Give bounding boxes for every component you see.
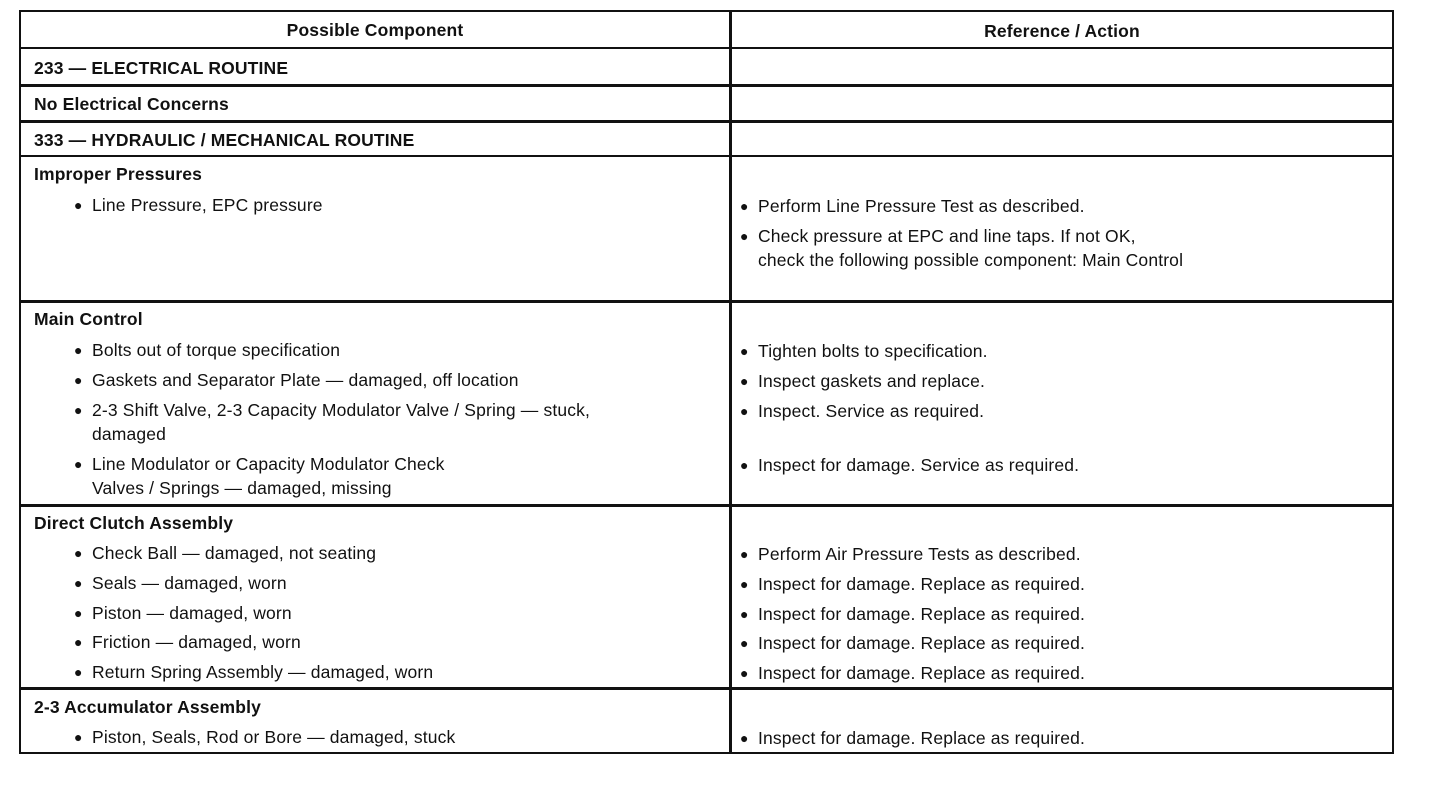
diagnosis-table [19,10,1394,754]
component-item: ● Piston — damaged, worn [74,602,292,625]
action-item: ● Inspect for damage. Replace as required. [740,662,1085,685]
header-component: Possible Component [286,20,464,40]
component-item: ● Gaskets and Separator Plate — damaged, off location [74,369,519,392]
row-divider [21,84,1392,87]
action-item: ● Inspect for damage. Service as required. [740,454,1079,477]
action-item: ● Inspect for damage. Replace as required. [740,632,1085,655]
row-divider [21,120,1392,123]
column-divider [729,12,732,752]
component-item-continued: damaged [92,424,167,444]
component-item: ● Friction — damaged, worn [74,631,301,654]
no-electrical-concerns: No Electrical Concerns [34,94,229,114]
component-item: ● Piston, Seals, Rod or Bore — damaged, stuck [74,726,455,749]
accumulator-title: 2-3 Accumulator Assembly [34,697,261,717]
component-item-continued: Valves / Springs — damaged, missing [92,478,392,498]
row-divider [21,300,1392,303]
hydraulic-routine: 333 — HYDRAULIC / MECHANICAL ROUTINE [34,130,415,150]
component-item: ● 2-3 Shift Valve, 2-3 Capacity Modulator Valve / Spring — stuck, [74,399,590,422]
component-item: ● Return Spring Assembly — damaged, worn [74,661,433,684]
row-divider [21,155,1392,157]
action-item-continued: check the following possible component: Main Control [758,250,1184,270]
improper-pressures-title: Improper Pressures [34,164,203,184]
component-item: ● Line Pressure, EPC pressure [74,194,323,217]
component-item: ● Check Ball — damaged, not seating [74,542,376,565]
row-divider [21,504,1392,507]
action-item: ● Perform Line Pressure Test as described. [740,195,1085,218]
action-item: ● Inspect for damage. Replace as required. [740,727,1085,750]
action-item: ● Perform Air Pressure Tests as described. [740,543,1081,566]
component-item: ● Bolts out of torque specification [74,339,340,362]
action-item: ● Inspect. Service as required. [740,400,984,423]
row-divider [21,687,1392,690]
action-item: ● Inspect for damage. Replace as required. [740,603,1085,626]
electrical-routine: 233 — ELECTRICAL ROUTINE [34,58,289,78]
action-item: ● Check pressure at EPC and line taps. If not OK, [740,225,1136,248]
action-item: ● Tighten bolts to specification. [740,340,988,363]
action-item: ● Inspect gaskets and replace. [740,370,985,393]
row-divider [21,47,1392,49]
component-item: ● Line Modulator or Capacity Modulator Check [74,453,445,476]
header-action: Reference / Action [984,21,1140,41]
main-control-title: Main Control [34,309,143,329]
action-item: ● Inspect for damage. Replace as required. [740,573,1085,596]
component-item: ● Seals — damaged, worn [74,572,287,595]
direct-clutch-title: Direct Clutch Assembly [34,513,234,533]
